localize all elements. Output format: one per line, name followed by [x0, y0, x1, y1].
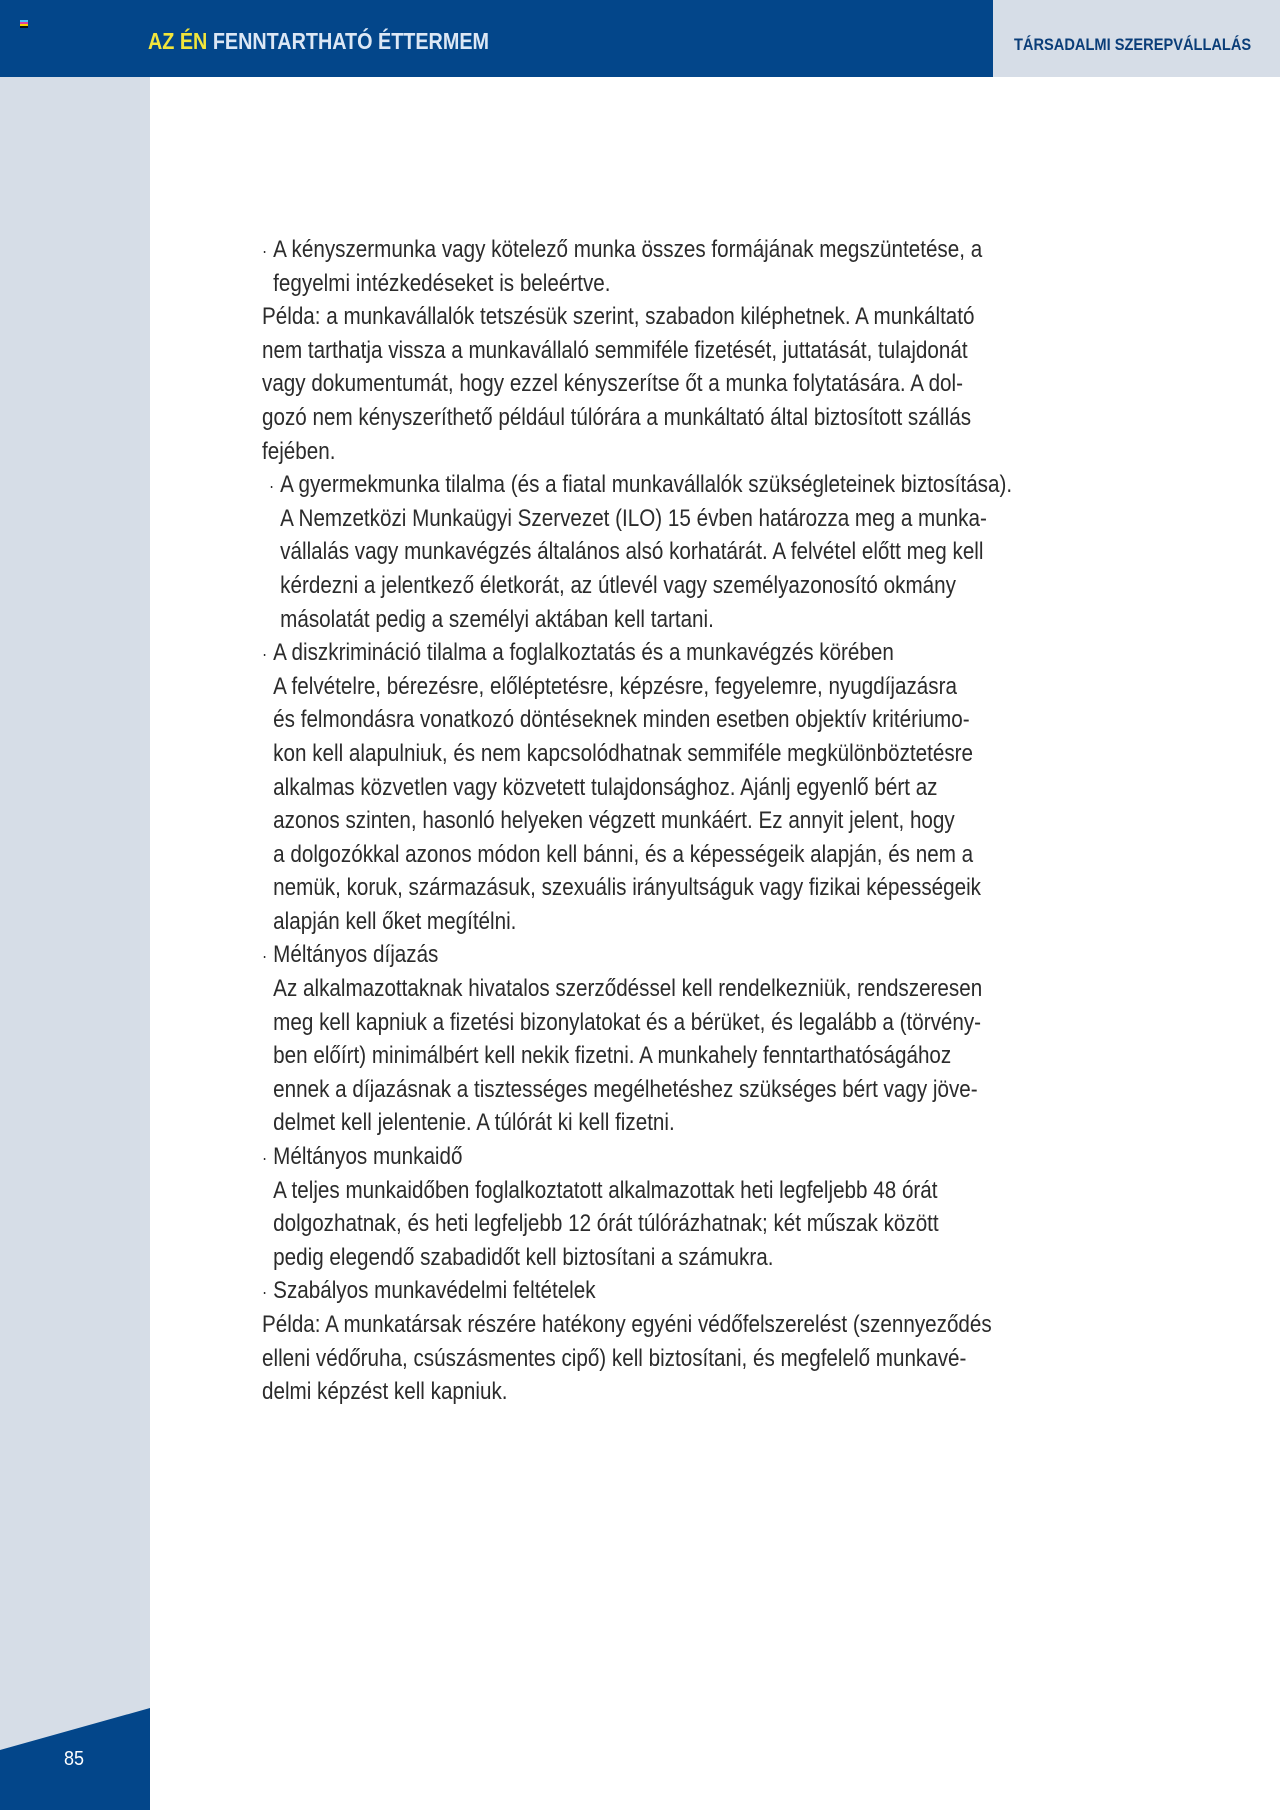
body-line: kérdezni a jelentkező életkorát, az útlevél vagy személyazonosító okmány: [280, 571, 956, 599]
section-discrimination: [262, 636, 1142, 938]
body-line: és felmondásra vonatkozó döntéseknek minden esetben objektív kritériumo-: [273, 706, 970, 734]
body-line: nemük, koruk, származásuk, szexuális irányultságuk vagy fizikai képességeik: [273, 874, 981, 902]
body-line: fejében.: [262, 437, 336, 465]
body-line: azonos szinten, hasonló helyeken végzett munkáért. Ez annyit jelent, hogy: [273, 807, 955, 835]
bullet-heading: [262, 233, 1019, 267]
document-title: [148, 28, 489, 55]
sidebar-panel: [0, 77, 150, 1810]
section-label: TÁRSADALMI SZEREPVÁLLALÁS: [1014, 35, 1252, 54]
heading-text: Méltányos díjazás: [273, 941, 439, 969]
body-line: elleni védőruha, csúszásmentes cipő) kell biztosítani, és megfelelő munkavé-: [262, 1344, 967, 1372]
bullet-heading: [262, 636, 1019, 670]
body-line: Az alkalmazottaknak hivatalos szerződéssel kell rendelkezniük, rendszeresen: [273, 975, 983, 1003]
page-body: [262, 233, 1142, 1409]
title-accent: AZ ÉN: [148, 28, 208, 54]
body-line: ennek a díjazásnak a tisztességes megélhetéshez szükséges bért vagy jöve-: [273, 1075, 978, 1103]
body-line: Példa: a munkavállalók tetszésük szerint, szabadon kiléphetnek. A munkáltató: [262, 303, 975, 331]
section-child-labour: [262, 468, 1142, 636]
body-line: gozó nem kényszeríthető például túlórára a munkáltató által biztosított szállás: [262, 403, 972, 431]
body-line: kon kell alapulniuk, és nem kapcsolódhatnak semmiféle megkülönböztetésre: [273, 739, 974, 767]
section-fair-hours: [262, 1140, 1142, 1274]
body-line: delmet kell jelentenie. A túlórát ki kell fizetni.: [273, 1109, 675, 1137]
bullet-icon: ·: [262, 1282, 268, 1303]
section-fair-pay: [262, 938, 1142, 1140]
bullet-icon: ·: [269, 476, 275, 497]
section-forced-labour: [262, 233, 1142, 468]
section-safety: [262, 1274, 1142, 1408]
heading-text: A kényszermunka vagy kötelező munka összes formájának megszüntetése, a: [273, 236, 983, 263]
page-number: 85: [64, 1748, 85, 1770]
body-line: delmi képzést kell kapniuk.: [262, 1378, 508, 1406]
bullet-heading: [262, 938, 1019, 972]
heading-text: Méltányos munkaidő: [273, 1143, 463, 1171]
body-line: alapján kell őket megítélni.: [273, 907, 517, 935]
body-line: vállalás vagy munkavégzés általános alsó korhatárát. A felvétel előtt meg kell: [280, 538, 984, 566]
print-color-mark-icon: [20, 20, 28, 28]
heading-text: A gyermekmunka tilalma (és a fiatal munkavállalók szükségleteinek biztosítása).: [280, 471, 1013, 499]
body-line: A teljes munkaidőben foglalkoztatott alkalmazottak heti legfeljebb 48 órát: [273, 1176, 938, 1204]
body-line: dolgozhatnak, és heti legfeljebb 12 órát túlórázhatnak; két műszak között: [273, 1210, 939, 1238]
body-line: meg kell kapniuk a fizetési bizonylatokat és a bérüket, és legalább a (törvény-: [273, 1008, 982, 1036]
bullet-icon: ·: [262, 644, 268, 665]
bullet-heading: [262, 1274, 1019, 1308]
header-bar: [0, 0, 993, 77]
body-line: vagy dokumentumát, hogy ezzel kényszerítse őt a munka folytatására. A dol-: [262, 370, 963, 398]
bullet-heading: [262, 1140, 1019, 1174]
bullet-icon: ·: [262, 946, 268, 967]
heading-continuation: fegyelmi intézkedéseket is beleértve.: [273, 269, 611, 297]
heading-text: Szabályos munkavédelmi feltételek: [273, 1277, 596, 1305]
body-line: Példa: A munkatársak részére hatékony egyéni védőfelszerelést (szennyeződés: [262, 1311, 992, 1338]
bullet-icon: ·: [262, 241, 268, 261]
body-line: másolatát pedig a személyi aktában kell tartani.: [280, 605, 714, 633]
section-header: [993, 0, 1280, 77]
heading-text: A diszkrimináció tilalma a foglalkoztatás és a munkavégzés körében: [273, 639, 894, 667]
body-line: a dolgozókkal azonos módon kell bánni, és a képességeik alapján, és nem a: [273, 840, 974, 868]
body-line: nem tarthatja vissza a munkavállaló semmiféle fizetését, juttatását, tulajdonát: [262, 336, 968, 364]
body-line: A Nemzetközi Munkaügyi Szervezet (ILO) 15 évben határozza meg a munka-: [280, 504, 987, 532]
bullet-heading: [269, 468, 1020, 502]
title-rest: FENNTARTHATÓ ÉTTERMEM: [212, 28, 490, 54]
bullet-icon: ·: [262, 1148, 268, 1169]
body-line: A felvételre, bérezésre, előléptetésre, képzésre, fegyelemre, nyugdíjazásra: [273, 672, 957, 700]
body-line: ben előírt) minimálbért kell nekik fizetni. A munkahely fenntarthatóságához: [273, 1042, 952, 1070]
body-line: pedig elegendő szabadidőt kell biztosítani a számukra.: [273, 1243, 774, 1271]
body-line: alkalmas közvetlen vagy közvetett tulajdonsághoz. Ajánlj egyenlő bért az: [273, 773, 938, 801]
